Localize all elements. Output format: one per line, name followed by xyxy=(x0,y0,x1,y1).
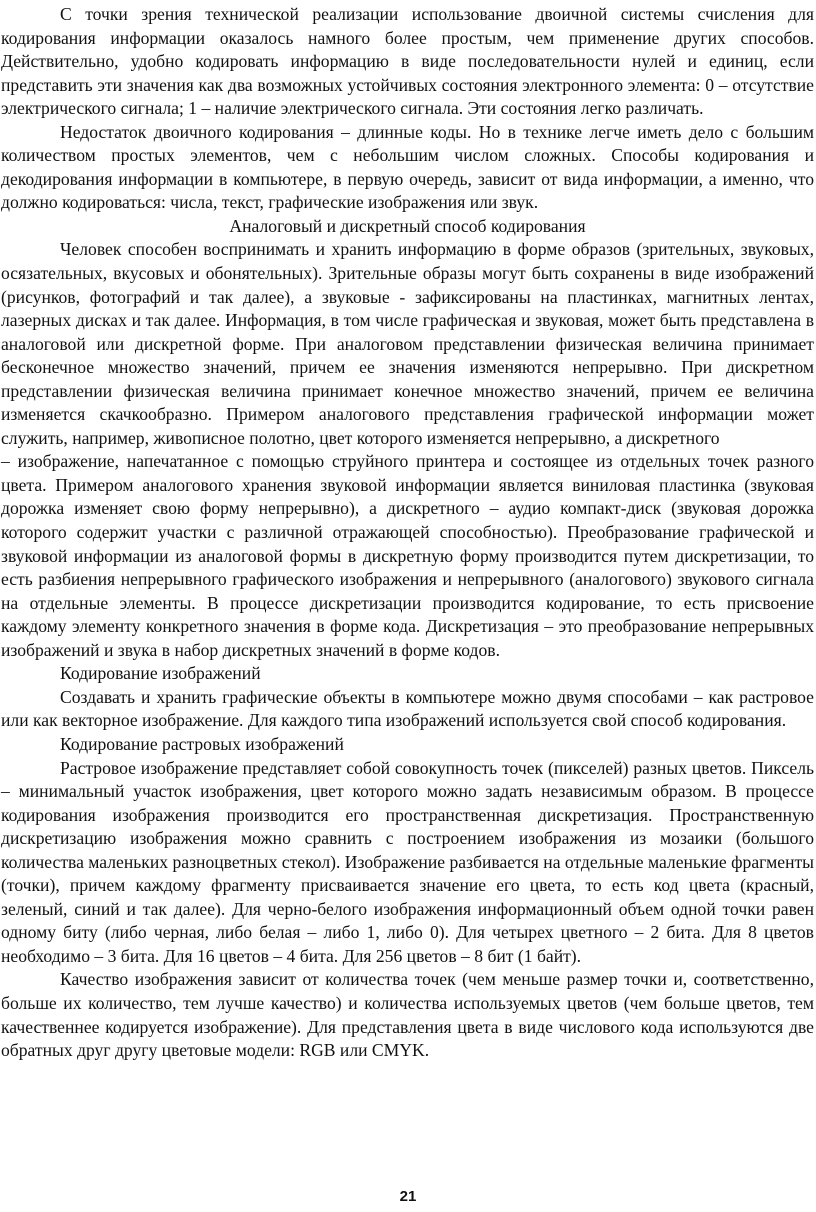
page-number: 21 xyxy=(399,1188,417,1205)
paragraph-discretization: – изображение, напечатанное с помощью струйного принтера и состоящее из отдельных точек разного цвета. Примером аналогового хранения звуковой информации является виниловая пластинка (звуковая дорожка изменяет свою форму непрерывно), а дискретного – аудио компакт-диск (звуковая дорожка которого содержит участки с различной отражающей способностью). Преобразование графической и звуковой информации из аналоговой формы в дискретную форму производится путем дискретизации, то есть разбиения непрерывного графического изображения и непрерывного (аналогового) звукового сигнала на отдельные элементы. В процессе дискретизации производится кодирование, то есть присвоение каждому элементу конкретного значения в форме кода. Дискретизация – это преобразование непрерывных изображений и звука в набор дискретных значений в форме кодов. xyxy=(1,451,814,660)
heading-raster-coding: Кодирование растровых изображений xyxy=(60,733,344,754)
paragraph-binary-drawback: Недостаток двоичного кодирования – длинные коды. Но в технике легче иметь дело с большим количеством простых элементов, чем с небольшим числом сложных. Способы кодирования и декодирования информации в компьютере, в первую очередь, зависит от вида информации, а именно, что должно кодироваться: числа, текст, графические изображения или звук. xyxy=(1,121,814,213)
paragraph-image-coding: Создавать и хранить графические объекты в компьютере можно двумя способами – как растровое или как векторное изображение. Для каждого типа изображений используется свой способ кодирования. xyxy=(1,686,814,731)
heading-image-coding: Кодирование изображений xyxy=(60,663,261,684)
paragraph-raster-coding: Растровое изображение представляет собой совокупность точек (пикселей) разных цветов. Пиксель – минимальный участок изображения, цвет которого можно задать независимым образом. В процессе кодирования изображения производится его пространственная дискретизация. Пространственную дискретизацию изображения можно сравнить с построением изображения из мозаики (большого количества маленьких разноцветных стекол). Изображение разбивается на отдельные маленькие фрагменты (точки), причем каждому фрагменту присваивается значение его цвета, то есть код цвета (красный, зеленый, синий и так далее). Для черно-белого изображения информационный объем одной точки равен одному биту (либо черная, либо белая – либо 1, либо 0). Для четырех цветного – 2 бита. Для 8 цветов необходимо – 3 бита. Для 16 цветов – 4 бита. Для 256 цветов – 8 бит (1 байт). xyxy=(1,757,814,966)
heading-analog-discrete: Аналоговый и дискретный способ кодирования xyxy=(229,215,586,236)
paragraph-analog-discrete: Человек способен воспринимать и хранить информацию в форме образов (зрительных, звуковых, осязательных, вкусовых и обонятельных). Зрительные образы могут быть сохранены в виде изображений (рисунков, фотографий и так далее), а звуковые - зафиксированы на пластинках, магнитных лентах, лазерных дисках и так далее. Информация, в том числе графическая и звуковая, может быть представлена в аналоговой или дискретной форме. При аналоговом представлении физическая величина принимает бесконечное множество значений, причем ее значения изменяются непрерывно. При дискретном представлении физическая величина принимает конечное множество значений, причем ее величина изменяется скачкообразно. Примером аналогового представления графической информации может служить, например, живописное полотно, цвет которого изменяется непрерывно, а дискретного xyxy=(1,239,814,448)
paragraph-binary-implementation: С точки зрения технической реализации использование двоичной системы счисления для кодирования информации оказалось намного более простым, чем применение других способов. Действительно, удобно кодировать информацию в виде последовательности нулей и единиц, если представить эти значения как два возможных устойчивых состояния электронного элемента: 0 – отсутствие электрического сигнала; 1 – наличие электрического сигнала. Эти состояния легко различать. xyxy=(1,4,814,119)
paragraph-image-quality: Качество изображения зависит от количества точек (чем меньше размер точки и, соответственно, больше их количество, тем лучше качество) и количества используемых цветов (чем больше цветов, тем качественнее кодируется изображение). Для представления цвета в виде числового кода используются две обратных друг другу цветовые модели: RGB или CMYK. xyxy=(1,969,814,1061)
